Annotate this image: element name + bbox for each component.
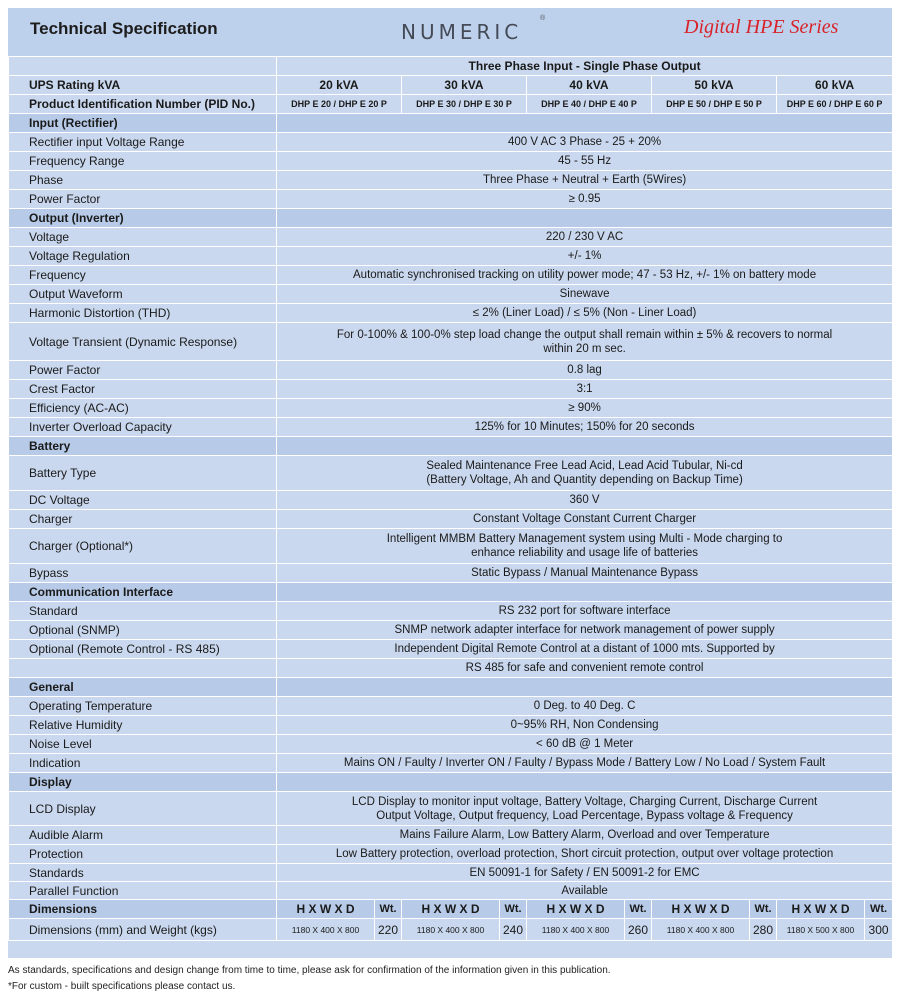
table-row xyxy=(9,152,893,171)
series-name: Digital HPE Series xyxy=(684,16,839,38)
brand-logo: NUMERIC xyxy=(401,20,523,44)
table-row xyxy=(9,845,893,864)
table-row xyxy=(9,304,893,323)
section-filler xyxy=(277,437,893,456)
row-value: 360 V xyxy=(277,491,893,510)
row-label: Charger xyxy=(9,510,277,529)
row-label: Crest Factor xyxy=(9,380,277,399)
pid-label: Product Identification Number (PID No.) xyxy=(9,95,277,114)
table-row xyxy=(9,228,893,247)
table-row xyxy=(9,697,893,716)
section-header-row xyxy=(9,773,893,792)
row-value: 220 / 230 V AC xyxy=(277,228,893,247)
table-row xyxy=(9,361,893,380)
row-value: ≥ 90% xyxy=(277,399,893,418)
section-communication-title: Communication Interface xyxy=(9,583,277,602)
row-label: Power Factor xyxy=(9,361,277,380)
table-row xyxy=(9,247,893,266)
row-label: LCD Display xyxy=(9,792,277,826)
hwd-header: H X W X D xyxy=(277,900,375,919)
wt-header: Wt. xyxy=(375,900,402,919)
section-battery-title: Battery xyxy=(9,437,277,456)
row-label: Indication xyxy=(9,754,277,773)
value-line-1: LCD Display to monitor input voltage, Battery Voltage, Charging Current, Discharge Current xyxy=(351,795,818,808)
table-row xyxy=(9,716,893,735)
pid-60: DHP E 60 / DHP E 60 P xyxy=(777,95,893,114)
weight-60: 300 xyxy=(865,919,893,941)
row-value: Mains ON / Faulty / Inverter ON / Faulty / Bypass Mode / Battery Low / No Load / System Fault xyxy=(277,754,893,773)
value-line-2: Output Voltage, Output frequency, Load Percentage, Bypass voltage & Frequency xyxy=(376,809,793,822)
table-row xyxy=(9,171,893,190)
group-title: Three Phase Input - Single Phase Output xyxy=(277,57,893,76)
row-value: Available xyxy=(277,882,893,900)
section-output-title: Output (Inverter) xyxy=(9,209,277,228)
section-header-row xyxy=(9,209,893,228)
hwd-header: H X W X D xyxy=(527,900,625,919)
row-label: Charger (Optional*) xyxy=(9,529,277,564)
hwd-header: H X W X D xyxy=(777,900,865,919)
row-value: 400 V AC 3 Phase - 25 + 20% xyxy=(277,133,893,152)
section-input-title: Input (Rectifier) xyxy=(9,114,277,133)
table-row xyxy=(9,529,893,564)
table-row xyxy=(9,323,893,361)
rating-20: 20 kVA xyxy=(277,76,402,95)
row-value: SNMP network adapter interface for network management of power supply xyxy=(277,621,893,640)
weight-50: 280 xyxy=(750,919,777,941)
table-row xyxy=(9,882,893,900)
row-value: Three Phase + Neutral + Earth (5Wires) xyxy=(277,171,893,190)
row-value xyxy=(277,456,893,491)
row-value: EN 50091-1 for Safety / EN 50091-2 for EMC xyxy=(277,864,893,882)
dimension-60: 1180 X 500 X 800 xyxy=(777,919,865,941)
row-label xyxy=(9,659,277,678)
row-label: Protection xyxy=(9,845,277,864)
table-row xyxy=(9,792,893,826)
table-row xyxy=(9,640,893,659)
table-cell xyxy=(9,57,277,76)
row-value: 125% for 10 Minutes; 150% for 20 seconds xyxy=(277,418,893,437)
row-label: Voltage xyxy=(9,228,277,247)
table-row xyxy=(9,285,893,304)
value-line-1: Intelligent MMBM Battery Management system using Multi - Mode charging to xyxy=(386,533,783,545)
dimensions-row-label: Dimensions (mm) and Weight (kgs) xyxy=(9,919,277,941)
row-label: Bypass xyxy=(9,564,277,583)
row-value xyxy=(277,529,893,564)
row-label: Frequency Range xyxy=(9,152,277,171)
section-filler xyxy=(277,209,893,228)
row-value: 0.8 lag xyxy=(277,361,893,380)
section-header-row xyxy=(9,114,893,133)
row-value xyxy=(277,323,893,361)
table-row xyxy=(9,266,893,285)
row-label: Optional (SNMP) xyxy=(9,621,277,640)
wt-header: Wt. xyxy=(865,900,893,919)
row-label: DC Voltage xyxy=(9,491,277,510)
table-row xyxy=(9,754,893,773)
row-label: Phase xyxy=(9,171,277,190)
row-value: ≥ 0.95 xyxy=(277,190,893,209)
row-label: Harmonic Distortion (THD) xyxy=(9,304,277,323)
row-label: Power Factor xyxy=(9,190,277,209)
row-label: Voltage Transient (Dynamic Response) xyxy=(9,323,277,361)
row-label: Battery Type xyxy=(9,456,277,491)
table-row xyxy=(9,418,893,437)
section-filler xyxy=(277,678,893,697)
row-value: 45 - 55 Hz xyxy=(277,152,893,171)
table-row xyxy=(9,564,893,583)
section-header-row xyxy=(9,437,893,456)
dimension-50: 1180 X 400 X 800 xyxy=(652,919,750,941)
row-value: RS 485 for safe and convenient remote control xyxy=(277,659,893,678)
row-label: Output Waveform xyxy=(9,285,277,304)
dimension-40: 1180 X 400 X 800 xyxy=(527,919,625,941)
row-label: Voltage Regulation xyxy=(9,247,277,266)
table-row xyxy=(9,919,893,941)
table-row xyxy=(9,456,893,491)
table-row xyxy=(9,380,893,399)
row-label: Noise Level xyxy=(9,735,277,754)
row-label: Audible Alarm xyxy=(9,826,277,845)
row-value: Sinewave xyxy=(277,285,893,304)
wt-header: Wt. xyxy=(625,900,652,919)
hwd-header: H X W X D xyxy=(402,900,500,919)
row-label: Rectifier input Voltage Range xyxy=(9,133,277,152)
rating-50: 50 kVA xyxy=(652,76,777,95)
dimension-20: 1180 X 400 X 800 xyxy=(277,919,375,941)
page-title: Technical Specification xyxy=(30,19,218,38)
pid-30: DHP E 30 / DHP E 30 P xyxy=(402,95,527,114)
rating-40: 40 kVA xyxy=(527,76,652,95)
table-row xyxy=(9,399,893,418)
row-value: Constant Voltage Constant Current Charger xyxy=(277,510,893,529)
table-row xyxy=(9,95,893,114)
pid-20: DHP E 20 / DHP E 20 P xyxy=(277,95,402,114)
row-label: Inverter Overload Capacity xyxy=(9,418,277,437)
table-row xyxy=(9,76,893,95)
footer-disclaimer: As standards, specifications and design change from time to time, please ask for confirmation of the information given in this publication. xyxy=(8,965,611,976)
spec-sheet xyxy=(8,8,892,958)
section-header-row xyxy=(9,583,893,602)
table-row xyxy=(9,133,893,152)
row-value xyxy=(277,792,893,826)
weight-30: 240 xyxy=(500,919,527,941)
row-label: Relative Humidity xyxy=(9,716,277,735)
table-row xyxy=(9,735,893,754)
registered-mark: ® xyxy=(540,15,546,22)
table-row xyxy=(9,602,893,621)
section-general-title: General xyxy=(9,678,277,697)
row-label: Standard xyxy=(9,602,277,621)
section-filler xyxy=(277,773,893,792)
weight-20: 220 xyxy=(375,919,402,941)
row-value: Automatic synchronised tracking on utility power mode; 47 - 53 Hz, +/- 1% on battery mode xyxy=(277,266,893,285)
row-label: Efficiency (AC-AC) xyxy=(9,399,277,418)
row-value: 3:1 xyxy=(277,380,893,399)
rating-60: 60 kVA xyxy=(777,76,893,95)
table-row xyxy=(9,826,893,845)
value-line-2: within 20 m sec. xyxy=(543,342,626,355)
row-value: Low Battery protection, overload protection, Short circuit protection, output over voltage protection xyxy=(277,845,893,864)
table-row xyxy=(9,491,893,510)
table-row xyxy=(9,621,893,640)
table-row xyxy=(9,57,893,76)
section-header-row xyxy=(9,678,893,697)
row-value: Static Bypass / Manual Maintenance Bypass xyxy=(277,564,893,583)
row-label: Frequency xyxy=(9,266,277,285)
table-row xyxy=(9,864,893,882)
section-filler xyxy=(277,114,893,133)
footer-custom-note: *For custom - built specifications please contact us. xyxy=(8,981,236,992)
row-value: Mains Failure Alarm, Low Battery Alarm, Overload and over Temperature xyxy=(277,826,893,845)
row-value: ≤ 2% (Liner Load) / ≤ 5% (Non - Liner Load) xyxy=(277,304,893,323)
value-line-2: enhance reliability and usage life of batteries xyxy=(471,547,699,559)
spec-table xyxy=(8,56,893,941)
value-line-1: Sealed Maintenance Free Lead Acid, Lead Acid Tubular, Ni-cd xyxy=(426,460,743,472)
table-row xyxy=(9,190,893,209)
header-band xyxy=(8,8,892,56)
table-row xyxy=(9,659,893,678)
row-label: Operating Temperature xyxy=(9,697,277,716)
row-value: 0~95% RH, Non Condensing xyxy=(277,716,893,735)
row-value: +/- 1% xyxy=(277,247,893,266)
section-header-row xyxy=(9,900,893,919)
wt-header: Wt. xyxy=(750,900,777,919)
row-label: Parallel Function xyxy=(9,882,277,900)
row-label: Optional (Remote Control - RS 485) xyxy=(9,640,277,659)
section-dimensions-title: Dimensions xyxy=(9,900,277,919)
dimension-30: 1180 X 400 X 800 xyxy=(402,919,500,941)
pid-50: DHP E 50 / DHP E 50 P xyxy=(652,95,777,114)
value-line-2: (Battery Voltage, Ah and Quantity depending on Backup Time) xyxy=(426,474,743,486)
row-value: < 60 dB @ 1 Meter xyxy=(277,735,893,754)
row-value: Independent Digital Remote Control at a distant of 1000 mts. Supported by xyxy=(277,640,893,659)
value-line-1: For 0-100% & 100-0% step load change the output shall remain within ± 5% & recovers to normal xyxy=(336,328,833,341)
weight-40: 260 xyxy=(625,919,652,941)
section-display-title: Display xyxy=(9,773,277,792)
wt-header: Wt. xyxy=(500,900,527,919)
section-filler xyxy=(277,583,893,602)
rating-label: UPS Rating kVA xyxy=(9,76,277,95)
rating-30: 30 kVA xyxy=(402,76,527,95)
row-value: RS 232 port for software interface xyxy=(277,602,893,621)
table-row xyxy=(9,510,893,529)
row-value: 0 Deg. to 40 Deg. C xyxy=(277,697,893,716)
hwd-header: H X W X D xyxy=(652,900,750,919)
pid-40: DHP E 40 / DHP E 40 P xyxy=(527,95,652,114)
row-label: Standards xyxy=(9,864,277,882)
footer-notes xyxy=(8,963,611,995)
